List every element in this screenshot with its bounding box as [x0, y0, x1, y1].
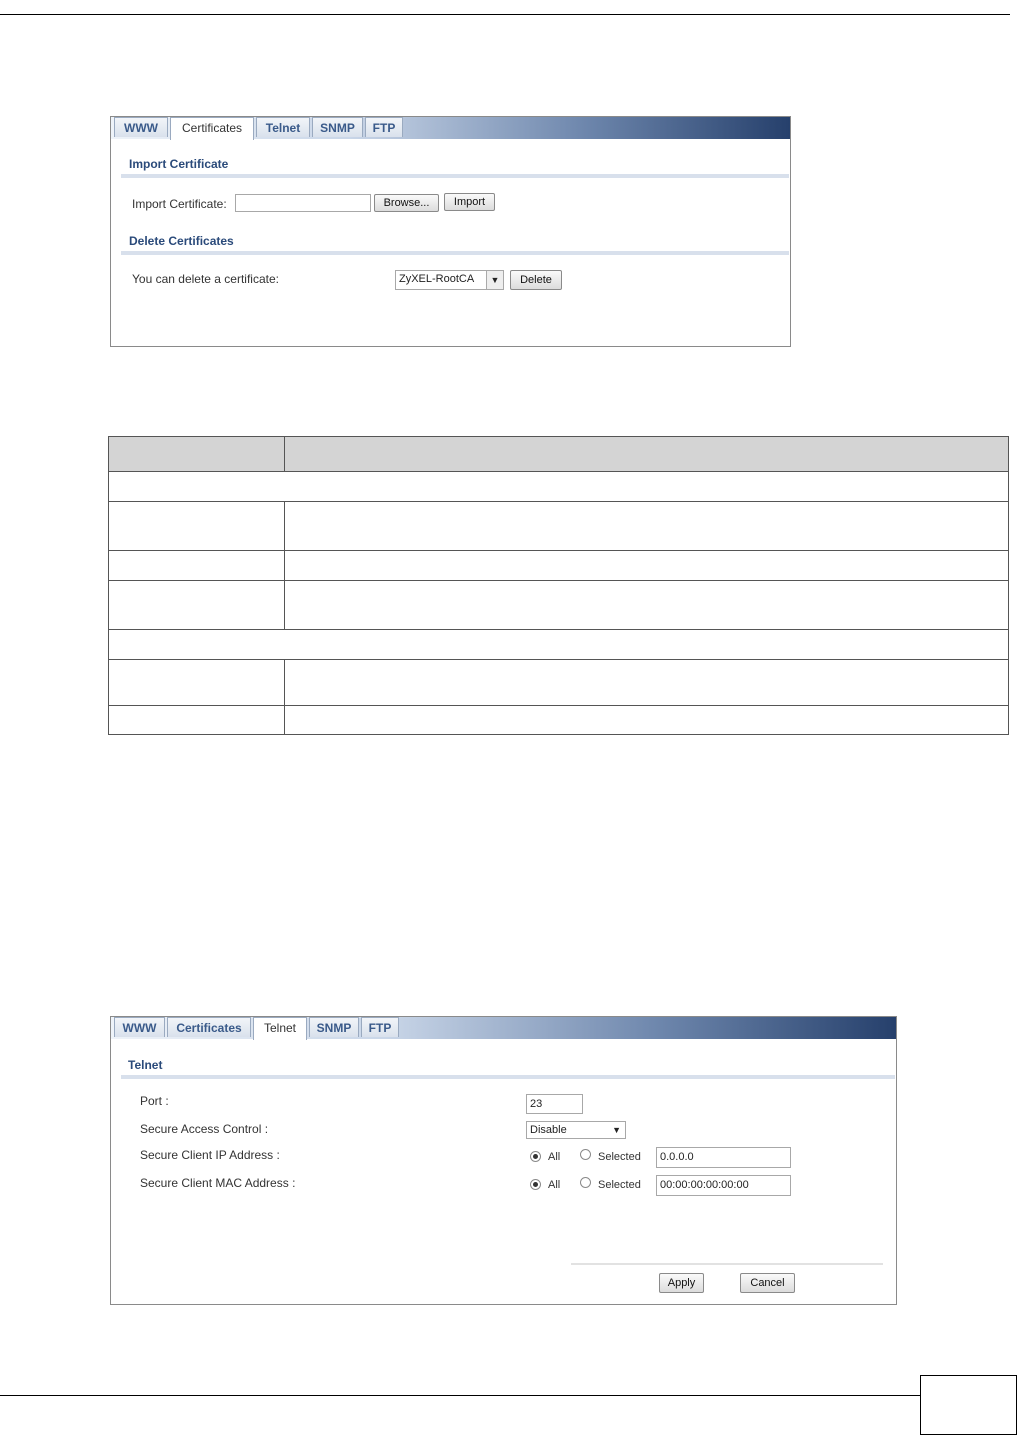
telnet-section-title: Telnet — [128, 1058, 163, 1072]
access-control-select[interactable] — [526, 1121, 626, 1139]
port-label: Port : — [140, 1094, 169, 1108]
table-cell — [285, 660, 1009, 706]
tab-ftp[interactable]: FTP — [361, 1017, 399, 1037]
table-cell — [109, 630, 1009, 660]
tab-bar — [111, 117, 790, 139]
header-rule — [0, 14, 1010, 15]
mac-selected-radio[interactable] — [580, 1177, 591, 1188]
section-divider — [121, 251, 789, 255]
import-file-input[interactable] — [235, 194, 371, 212]
table-cell — [285, 706, 1009, 735]
table-header-row — [109, 437, 1009, 472]
field-description-table — [108, 436, 1009, 735]
tab-snmp[interactable]: SNMP — [309, 1017, 359, 1037]
ip-all-label: All — [548, 1151, 561, 1163]
section-divider — [121, 174, 789, 178]
table-cell — [285, 502, 1009, 551]
cancel-button[interactable]: Cancel — [740, 1273, 795, 1293]
tab-telnet[interactable]: Telnet — [256, 117, 310, 137]
table-cell — [109, 706, 285, 735]
table-row — [109, 472, 1009, 502]
mac-all-label: All — [548, 1179, 561, 1191]
table-header-cell — [109, 437, 285, 472]
button-bar-divider — [571, 1263, 883, 1265]
mac-all-radio[interactable] — [530, 1179, 541, 1190]
chevron-down-icon: ▼ — [486, 271, 503, 289]
table-row — [109, 502, 1009, 551]
table-header-cell — [285, 437, 1009, 472]
chevron-down-icon: ▼ — [612, 1125, 621, 1135]
tab-ftp[interactable]: FTP — [365, 117, 403, 137]
telnet-screenshot — [110, 1016, 897, 1305]
certificate-select[interactable] — [395, 270, 504, 290]
table-cell — [285, 581, 1009, 630]
delete-certificate-label: You can delete a certificate: — [132, 272, 279, 286]
client-ip-label: Secure Client IP Address : — [140, 1148, 280, 1162]
tab-www[interactable]: WWW — [114, 1017, 165, 1037]
ip-selected-label: Selected — [598, 1151, 641, 1163]
delete-section-title: Delete Certificates — [129, 234, 234, 248]
tab-certificates[interactable]: Certificates — [167, 1017, 251, 1037]
table-row — [109, 706, 1009, 735]
tab-snmp[interactable]: SNMP — [312, 117, 363, 137]
mac-selected-label: Selected — [598, 1179, 641, 1191]
port-input[interactable]: 23 — [526, 1094, 583, 1114]
tab-telnet[interactable]: Telnet — [253, 1017, 307, 1040]
table-cell — [109, 581, 285, 630]
table-row — [109, 660, 1009, 706]
access-control-value: Disable — [530, 1124, 567, 1136]
browse-button[interactable]: Browse... — [374, 194, 439, 212]
tab-www[interactable]: WWW — [114, 117, 168, 137]
import-button[interactable]: Import — [444, 193, 495, 211]
table-cell — [285, 551, 1009, 581]
client-mac-label: Secure Client MAC Address : — [140, 1176, 296, 1190]
table-cell — [109, 660, 285, 706]
import-section-title: Import Certificate — [129, 157, 229, 171]
footer-rule — [0, 1395, 921, 1396]
section-divider — [121, 1075, 895, 1079]
table-row — [109, 581, 1009, 630]
table-cell — [109, 472, 1009, 502]
import-certificate-label: Import Certificate: — [132, 197, 227, 211]
apply-button[interactable]: Apply — [659, 1273, 704, 1293]
client-mac-input[interactable]: 00:00:00:00:00:00 — [656, 1175, 791, 1196]
certificates-screenshot — [110, 116, 791, 347]
page-number-box — [920, 1375, 1017, 1435]
tab-bar — [111, 1017, 896, 1039]
ip-all-radio[interactable] — [530, 1151, 541, 1162]
table-row — [109, 630, 1009, 660]
table-row — [109, 551, 1009, 581]
delete-button[interactable]: Delete — [510, 270, 562, 290]
table-cell — [109, 502, 285, 551]
access-control-label: Secure Access Control : — [140, 1122, 269, 1136]
ip-selected-radio[interactable] — [580, 1149, 591, 1160]
certificate-select-value: ZyXEL-RootCA — [399, 273, 475, 285]
table-cell — [109, 551, 285, 581]
tab-certificates[interactable]: Certificates — [170, 117, 254, 140]
client-ip-input[interactable]: 0.0.0.0 — [656, 1147, 791, 1168]
